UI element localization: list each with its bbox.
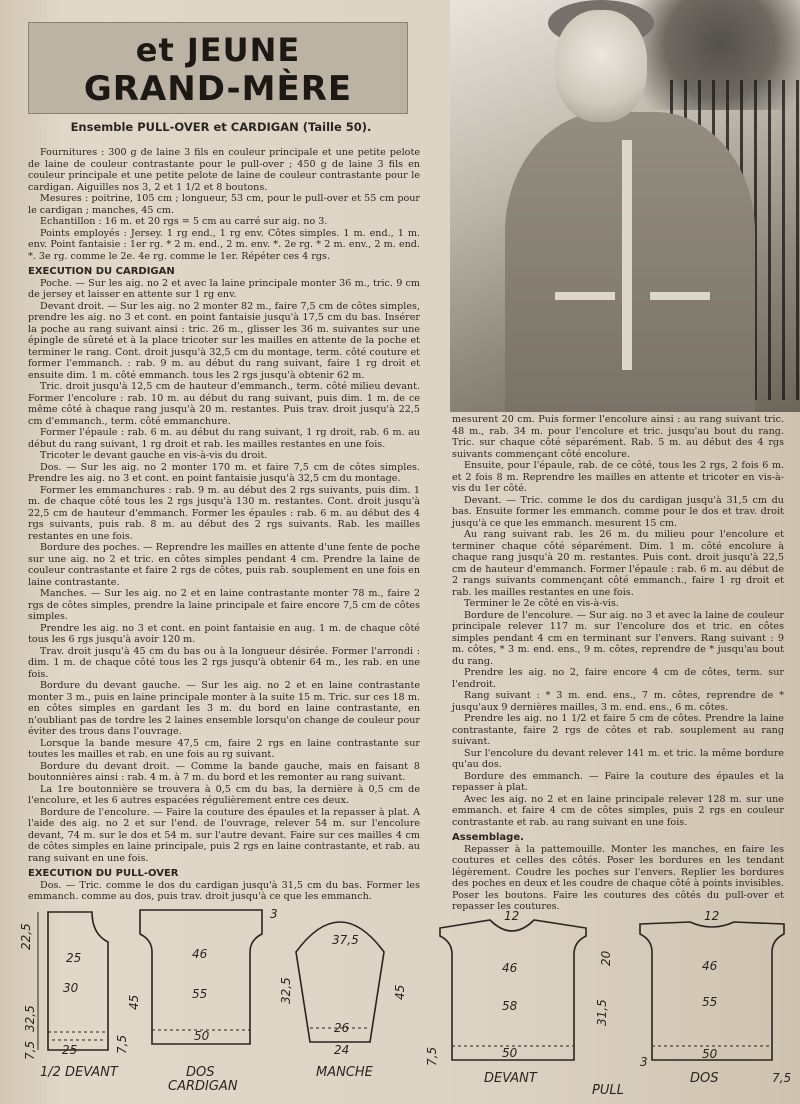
paragraph: Bordure de l'encolure. — Faire la couture des épaules et la repasser à plat. A l'aide des aig. no 2 et sur l'end. de l'ouvrage, relever 54 m. sur l'encolure devant, 74 m. sur le dos et 54 m. sur l'autre devant. Faire sur ces mailles 4 cm de côtes simples en laine principale, puis 2 rgs en laine contrastante, et rab. au rang suivant en une fois.	[28, 806, 420, 864]
dim-label: 26	[334, 1021, 350, 1035]
schema-label: DEVANT	[484, 1071, 537, 1086]
dim-label: 24	[334, 1043, 350, 1057]
section-heading: Assemblage.	[452, 832, 524, 843]
dim-label: 22,5	[19, 923, 33, 950]
schema-manche	[279, 922, 407, 1080]
paragraph: Bordure des poches. — Reprendre les mailles en attente d'une fente de poche sur une aig. no 2 et tric. en côtes simples pendant 4 cm. Prendre la laine de couleur contrastante et faire 2 rgs de côtes, puis rab. souplement en une fois en laine contrastante.	[28, 542, 420, 588]
dim-label: 55	[192, 987, 208, 1001]
dim-label: 45	[127, 994, 141, 1010]
paragraph: Avec les aig. no 2 et en laine principale relever 128 m. sur une emmanch. et faire 4 cm de côtes simples, puis 2 rgs en couleur contrastante et rab. au rang suivant en une fois.	[452, 793, 784, 828]
paragraph: Bordure de l'encolure. — Sur aig. no 3 et avec la laine de couleur principale relever 117 m. sur l'encolure dos et tric. en côtes simples pendant 4 cm en terminant sur l'envers. Rang suivant : 9 m. côtes, * 3 m. end. ens., 9 m. côtes, reprendre de * jusqu'au bout du rang.	[452, 609, 784, 667]
dim-label: 7,5	[425, 1046, 439, 1066]
dim-label: 3	[640, 1055, 648, 1069]
dim-label: 46	[192, 947, 208, 961]
dim-label: 32,5	[23, 1005, 37, 1032]
dim-label: 46	[502, 961, 518, 975]
paragraph: Ensuite, pour l'épaule, rab. de ce côté, tous les 2 rgs, 2 fois 6 m. et 2 fois 8 m. Reprendre les mailles en attente et tricoter en vis-à-vis du 1er côté.	[452, 460, 784, 494]
paragraph: Prendre les aig. no 2, faire encore 4 cm de côtes, term. sur l'endroit.	[452, 667, 784, 690]
paragraph: Terminer le 2e côté en vis-à-vis.	[464, 598, 619, 609]
dim-label: 46	[702, 959, 718, 973]
dim-label: 50	[702, 1047, 718, 1061]
instructions-column-right	[452, 414, 784, 913]
dim-label: 7,5	[115, 1034, 129, 1054]
paragraph: mesurent 20 cm. Puis former l'encolure ainsi : au rang suivant tric. 48 m., rab. 34 m. pour l'encolure et tric. jusqu'au bout du rang. Tric. sur chaque côté séparément. Rab. 5 m. au début des 4 rgs suivants commençant côté encolure.	[452, 414, 784, 460]
schema-dos-pull	[640, 909, 791, 1086]
paragraph: Poche. — Sur les aig. no 2 et avec la laine principale monter 36 m., tric. 9 cm de jersey et laisser en attente sur 1 rg env.	[28, 277, 420, 300]
paragraph: Rang suivant : * 3 m. end. ens., 7 m. côtes, reprendre de * jusqu'aux 9 dernières mailles, 3 m. end. ens., 6 m. côtes.	[452, 690, 784, 713]
paragraph: Devant. — Tric. comme le dos du cardigan jusqu'à 31,5 cm du bas. Ensuite former les emmanch. comme pour le dos et trav. droit jusqu'à ce que les emmanch. mesurent 15 cm.	[452, 494, 784, 529]
paragraph: Trav. droit jusqu'à 45 cm du bas ou à la longueur désirée. Former l'arrondi : dim. 1 m. de chaque côté tous les 2 rgs jusqu'à obtenir 64 m., les rab. en une fois.	[28, 645, 420, 680]
dim-label: 3	[270, 907, 278, 921]
paragraph: Bordure du devant gauche. — Sur les aig. no 2 et en laine contrastante monter 3 m., puis en laine principale monter à la suite 15 m. Tric. sur ces 18 m. en côtes simples en gardant les 3 m. du bord en laine contrastante, en n'oubliant pas de tordre les 2 laines ensemble lorsqu'on change de couleur pour éviter des trous dans l'ouvrage.	[28, 680, 420, 737]
paragraph: Mesures : poitrine, 105 cm ; longueur, 53 cm, pour le pull-over et 55 cm pour le cardigan ; manches, 45 cm.	[28, 193, 420, 216]
paragraph: Manches. — Sur les aig. no 2 et en laine contrastante monter 78 m., faire 2 rgs de côtes simples, prendre la laine principale et faire encore 7,5 cm de côtes simples.	[28, 588, 420, 622]
schema-label: DOS	[690, 1071, 719, 1086]
paragraph: Au rang suivant rab. les 26 m. du milieu pour l'encolure et terminer chaque côté séparément. Dim. 1 m. côté encolure à chaque rang jusqu'à 20 m. restantes. Puis cont. droit jusqu'à 22,5 cm de hauteur d'emmanch. Former l'épaule : rab. 6 m. au début de 2 rangs suivants commençant côté emmanch., faire 1 rg droit et rab. les mailles restantes en une fois.	[452, 529, 784, 598]
section-heading: EXECUTION DU CARDIGAN	[28, 266, 175, 277]
paragraph: Lorsque la bande mesure 47,5 cm, faire 2 rgs en laine contrastante sur toutes les mailles et rab. en une fois au rg suivant.	[28, 737, 420, 760]
dim-label: 37,5	[332, 933, 359, 947]
dim-label: 12	[704, 909, 720, 923]
paragraph: Prendre les aig. no 3 et cont. en point fantaisie en aug. 1 m. de chaque côté tous les 6 rgs jusqu'à avoir 120 m.	[28, 622, 420, 645]
dim-label: 30	[63, 981, 79, 995]
subtitle: Ensemble PULL-OVER et CARDIGAN (Taille 50).	[70, 120, 372, 134]
dim-label: 50	[194, 1029, 210, 1043]
instructions-column-left	[28, 147, 420, 903]
paragraph: Devant droit. — Sur les aig. no 2 monter 82 m., faire 7,5 cm de côtes simples, prendre les aig. no 3 et cont. en point fantaisie jusqu'à 17,5 cm du bas. Insérer la poche au rang suivant ainsi : tric. 26 m., glisser les 36 m. suivantes sur une épingle de sûreté et à la place tricoter sur les mailles en attente de la poche et terminer le rang. Cont. droit jusqu'à 32,5 cm du montage, term. côté couture et former l'emmanch. : rab. 9 m. au début du rang suivant, faire 1 rg droit et ensuite dim. 1 m. côté emmanch. tous les 2 rgs jusqu'à obtenir 62 m.	[28, 300, 420, 381]
paragraph: Fournitures : 300 g de laine 3 fils en couleur principale et une petite pelote de laine de couleur contrastante pour le pull-over ; 450 g de laine 3 fils en couleur principale et une petite pelote de laine de couleur contrastante pour le cardigan. Aiguilles nos 3, 2 et 1 1/2 et 8 boutons.	[28, 147, 420, 193]
dim-label: 20	[599, 950, 613, 966]
paragraph: Former les emmanchures : rab. 9 m. au début des 2 rgs suivants, puis dim. 1 m. de chaque côté tous les 2 rgs jusqu'à 130 m. restantes. Cont. droit jusqu'à 22,5 cm de hauteur d'emmanch. Former les épaules : rab. 6 m. au début des 4 rgs suivants, puis rab. 8 m. au début des 2 rgs suivants. Rab. les mailles restantes en une fois.	[28, 484, 420, 542]
schema-label: MANCHE	[316, 1065, 373, 1080]
dim-label: 45	[393, 984, 407, 1000]
dim-label: 7,5	[772, 1071, 792, 1085]
dim-label: 25	[62, 1043, 78, 1057]
dim-label: 58	[502, 999, 518, 1013]
schema-label: CARDIGAN	[168, 1079, 238, 1094]
schema-devant-pull	[425, 909, 613, 1086]
paragraph: Sur l'encolure du devant relever 141 m. et tric. la même bordure qu'au dos.	[452, 747, 784, 770]
pull-label: PULL	[592, 1083, 624, 1098]
section-heading: EXECUTION DU PULL-OVER	[28, 868, 179, 879]
title-line-2: GRAND-MÈRE	[83, 69, 353, 109]
dim-label: 12	[504, 909, 520, 923]
schema-label: DOS	[186, 1065, 215, 1080]
paragraph: Dos. — Sur les aig. no 2 monter 170 m. et faire 7,5 cm de côtes simples. Prendre les aig. no 3 et cont. en point fantaisie jusqu'à 32,5 cm du montage.	[28, 461, 420, 484]
schema-dos-cardigan	[127, 907, 278, 1094]
dim-label: 7,5	[23, 1040, 37, 1060]
pattern-schematics	[0, 879, 800, 1104]
paragraph: La 1re boutonnière se trouvera à 0,5 cm du bas, la dernière à 0,5 cm de l'encolure, et les 6 autres espacées régulièrement entre ces deux.	[28, 783, 420, 806]
title-banner	[28, 22, 408, 114]
paragraph: Repasser à la pattemouille. Monter les manches, en faire les coutures et celles des côtés. Poser les bordures en les tendant légèrement. Coudre les poches sur l'envers. Replier les bordures des poches en deux et les coudre de chaque côté à points invisibles. Poser les boutons. Faire les coutures des côtés du pull-over et repasser les coutures.	[452, 843, 784, 912]
schema-label: 1/2 DEVANT	[40, 1065, 118, 1080]
dim-label: 32,5	[279, 977, 293, 1004]
model-photo	[450, 0, 800, 412]
paragraph: Tric. droit jusqu'à 12,5 cm de hauteur d'emmanch., term. côté milieu devant. Former l'encolure : rab. 10 m. au début du rang suivant, puis dim. 1 m. de ce même côté à chaque rang jusqu'à 20 m. restantes. Puis trav. droit jusqu'à 22,5 cm d'emmanch., term. côté emmanchure.	[28, 381, 420, 427]
dim-label: 50	[502, 1046, 518, 1060]
paragraph: Bordure des emmanch. — Faire la couture des épaules et la repasser à plat.	[452, 770, 784, 793]
paragraph: Tricoter le devant gauche en vis-à-vis du droit.	[40, 450, 268, 461]
title-line-1: et JEUNE	[135, 31, 301, 69]
paragraph: Former l'épaule : rab. 6 m. au début du rang suivant, 1 rg droit, rab. 6 m. au début du rang suivant, 1 rg droit et rab. les mailles restantes en une fois.	[28, 427, 420, 450]
paragraph: Bordure du devant droit. — Comme la bande gauche, mais en faisant 8 boutonnières ainsi : rab. 4 m. à 7 m. du bord et les remonter au rang suivant.	[28, 760, 420, 783]
paragraph: Dos. — Tric. comme le dos du cardigan jusqu'à 31,5 cm du bas. Former les emmanch. comme au dos, puis trav. droit jusqu'à ce que les emmanch.	[28, 879, 420, 902]
dim-label: 25	[66, 951, 82, 965]
dim-label: 55	[702, 995, 718, 1009]
paragraph: Echantillon : 16 m. et 20 rgs = 5 cm au carré sur aig. no 3.	[40, 216, 328, 227]
paragraph: Points employés : Jersey. 1 rg end., 1 rg env. Côtes simples. 1 m. end., 1 m. env. Point fantaisie : 1er rg. * 2 m. end., 2 m. env. *. 2e rg. * 2 m. env., 2 m. end. *. 3e rg. comme le 2e. 4e rg. comme le 1er. Répéter ces 4 rgs.	[28, 227, 420, 262]
schematics-svg	[0, 879, 800, 1104]
dim-label: 31,5	[595, 999, 609, 1026]
paragraph: Prendre les aig. no 1 1/2 et faire 5 cm de côtes. Prendre la laine contrastante, faire 2 rgs de côtes et rab. souplement au rang suivant.	[452, 713, 784, 747]
